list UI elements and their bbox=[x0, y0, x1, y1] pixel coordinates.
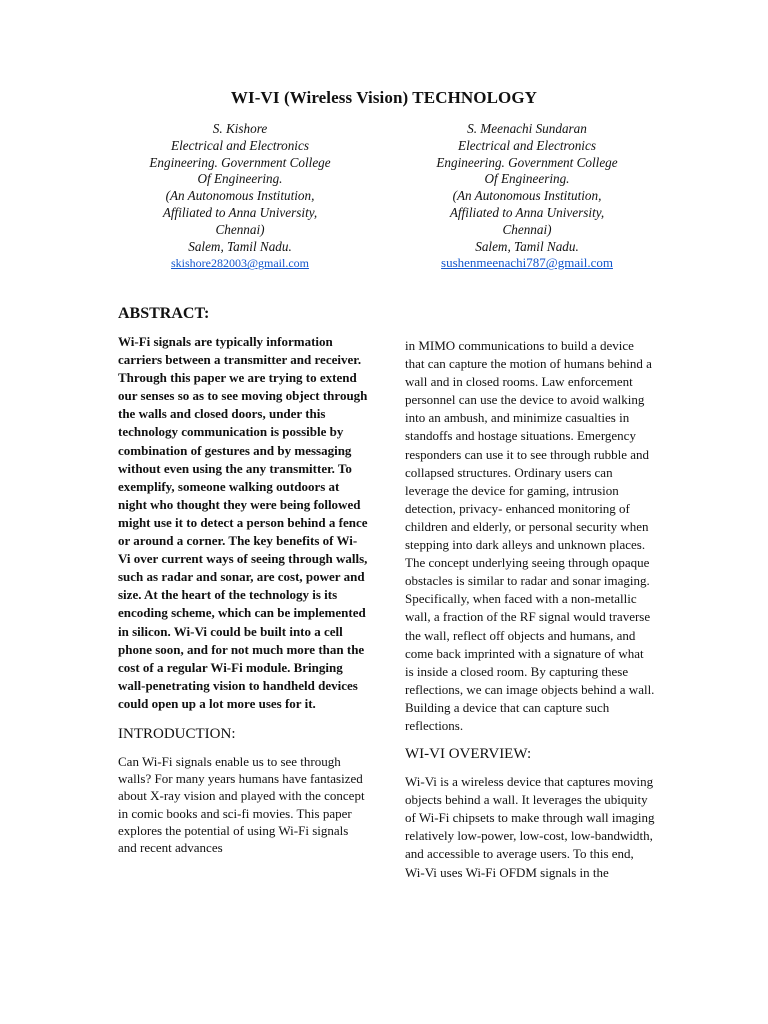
author-name: S. Kishore bbox=[212, 121, 268, 136]
author-block-1 bbox=[120, 121, 360, 272]
introduction-text-continued: in MIMO communications to build a device that can capture the motion of humans behind a wall and in closed rooms. Law enforcement personnel can use the device to avoid walking into an ambush, and minimize casualties in standoffs and hostage situations. Emergency responders can use it to see through rubble and collapsed structures. Ordinary users can leverage the device for gaming, intrusion detection, privacy- enhanced monitoring of children and elderly, or personal security when stepping into dark alleys and unknown places. The concept underlying seeing through opaque obstacles is similar to radar and sonar imaging. Specifically, when faced with a non-metallic wall, a fraction of the RF signal would traverse the wall, reflect off objects and humans, and come back imprinted with a signature of what is inside a closed room. By capturing these reflections, we can image objects behind a wall. Building a device that can capture such reflections. bbox=[405, 338, 655, 733]
affiliation-line: Engineering. Government College bbox=[149, 154, 331, 170]
right-column bbox=[405, 337, 655, 882]
overview-text: Wi-Vi is a wireless device that captures moving objects behind a wall. It leverages the ubiquity of Wi-Fi chipsets to make through wall imaging relatively low-power, low-cost, low-bandwidth, and accessible to average users. To this end, Wi-Vi uses Wi-Fi OFDM signals in the bbox=[405, 774, 655, 880]
introduction-text: Can Wi-Fi signals enable us to see through walls? For many years humans have fantasized about X-ray vision and played with the concept in comic books and sci-fi movies. This paper explores the potential of using Wi-Fi signals and recent advances bbox=[118, 753, 365, 855]
affiliation-line: (An Autonomous Institution, bbox=[452, 188, 602, 204]
left-column bbox=[118, 333, 368, 856]
author-email-link[interactable]: skishore282003@gmail.com bbox=[170, 256, 310, 271]
affiliation-line: Chennai) bbox=[215, 221, 265, 237]
introduction-heading: INTRODUCTION: bbox=[118, 725, 236, 742]
affiliation-line: Electrical and Electronics bbox=[171, 137, 309, 153]
abstract-text: Wi-Fi signals are typically information carriers between a transmitter and receiver. Through this paper we are trying to extend our senses so as to see moving object through the walls and closed doors, under this technology communication is possible by combination of gestures and by messaging without even using the any transmitter. To exemplify, someone walking outdoors at night who thought they were being followed might use it to detect a person behind a fence or around a corner. The key benefits of Wi-Vi over current ways of seeing through walls, such as radar and sonar, are cost, power and size. At the heart of the technology is its encoding scheme, which can be implemented in silicon. Wi-Vi could be built into a cell phone soon, and for not much more than the cost of a regular Wi-Fi module. Bringing wall-penetrating vision to handheld devices could open up a lot more uses for it. bbox=[118, 334, 368, 711]
author-email-link[interactable]: sushenmeenachi787@gmail.com bbox=[441, 255, 613, 271]
affiliation-line: Of Engineering. bbox=[484, 171, 570, 187]
affiliation-line: (An Autonomous Institution, bbox=[165, 188, 315, 204]
affiliation-line: Engineering. Government College bbox=[436, 154, 618, 170]
author-name: S. Meenachi Sundaran bbox=[467, 121, 587, 136]
affiliation-line: Electrical and Electronics bbox=[458, 137, 596, 153]
affiliation-line: Affiliated to Anna University, bbox=[449, 204, 605, 220]
affiliation-line: Of Engineering. bbox=[197, 171, 283, 187]
overview-heading: WI-VI OVERVIEW: bbox=[405, 746, 532, 763]
affiliation-line: Affiliated to Anna University, bbox=[162, 204, 318, 220]
author-block-2 bbox=[407, 121, 647, 272]
affiliation-line: Salem, Tamil Nadu. bbox=[475, 238, 579, 254]
affiliation-line: Chennai) bbox=[502, 221, 552, 237]
abstract-heading: ABSTRACT: bbox=[118, 305, 210, 322]
paper-title: WI-VI (Wireless Vision) TECHNOLOGY bbox=[230, 88, 538, 107]
affiliation-line: Salem, Tamil Nadu. bbox=[188, 238, 292, 254]
